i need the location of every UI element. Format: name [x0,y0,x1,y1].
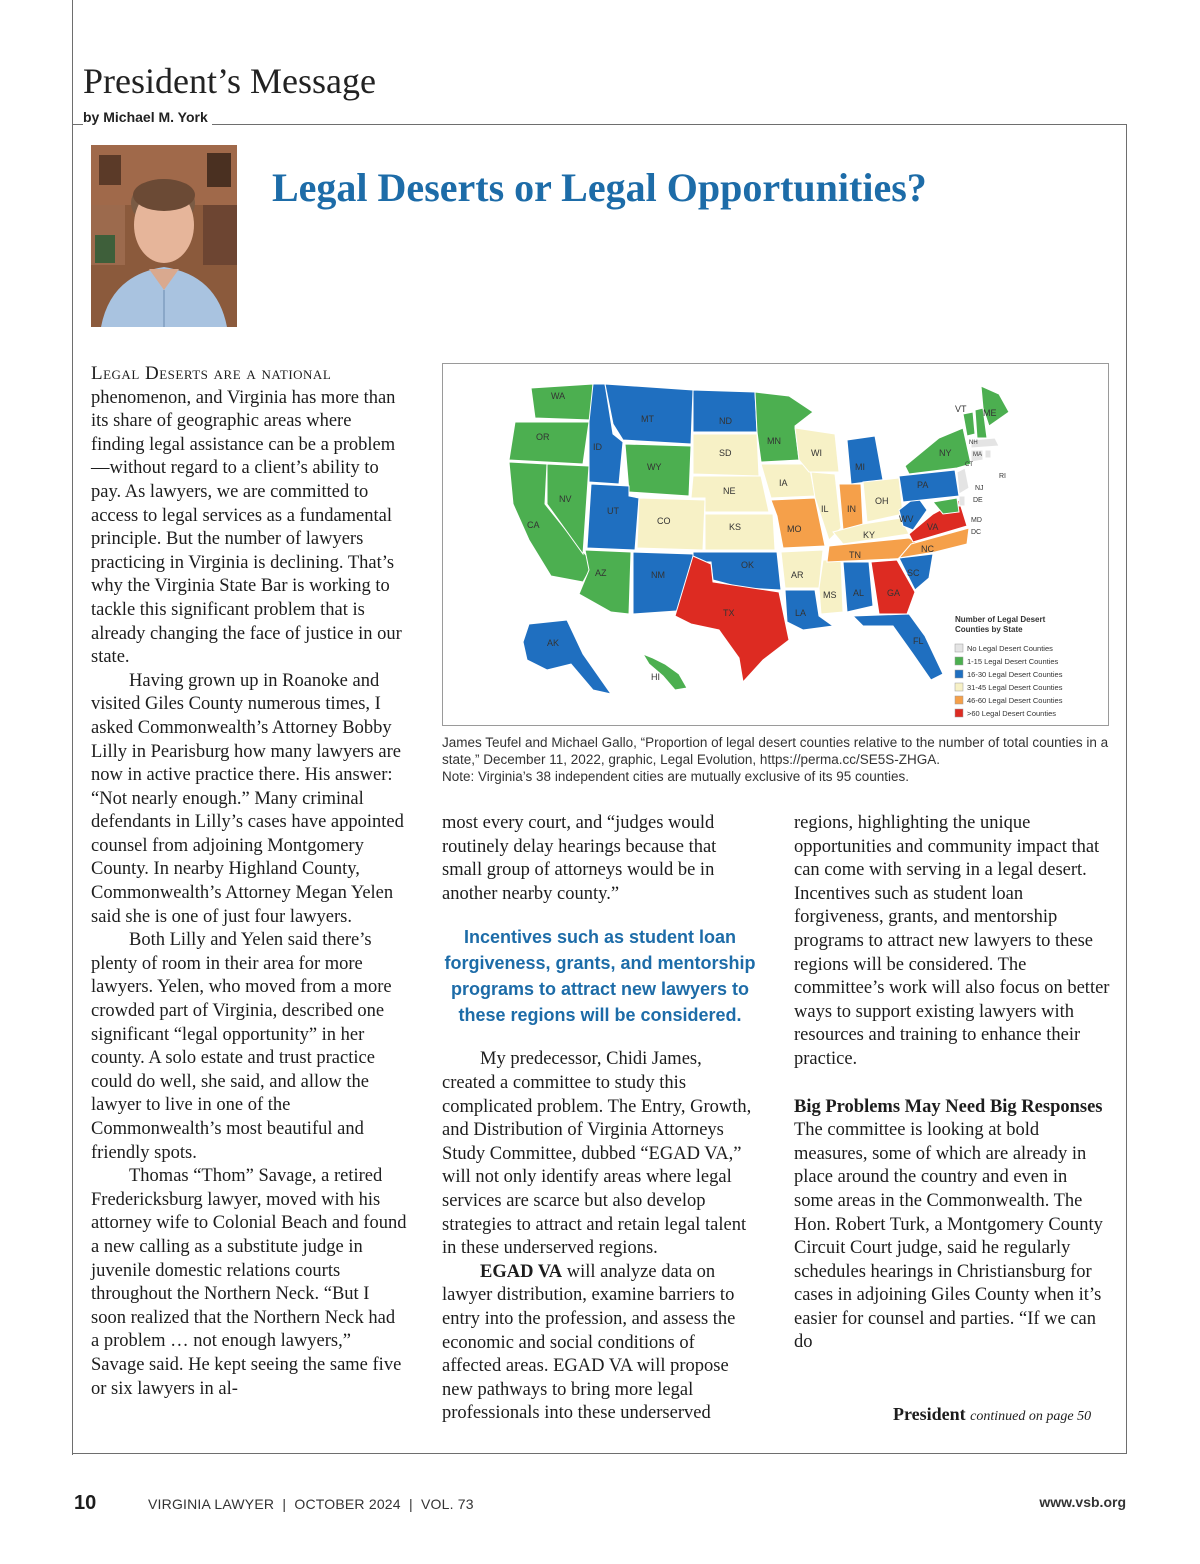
label-NY: NY [939,448,952,458]
state-MS [819,560,843,614]
caption-note: Note: Virginia’s 38 independent cities are mutually exclusive of its 95 counties. [442,769,910,784]
state-MO [771,498,825,548]
paragraph-5: My predecessor, Chidi James, created a committee to study this complicated problem. The Entry, Growth, and Distribution of Virginia Attorneys Study Committee, dubbed “EGAD VA,” will not only identify areas where legal services are scarce but also develop strategies to attract and retain legal talent in these underserved regions. [442,1049,752,1259]
legend-label: >60 Legal Desert Counties [967,709,1057,718]
paragraph-3: Both Lilly and Yelen said there’s plenty of room in their area for more lawyers. Yelen, who moved from a more crowded part of Virginia, described one significant “legal opportunity” in her county. A solo estate and trust practice could do well, she said, and allow the lawyer to live in one of the Commonwealth’s most beautiful and friendly spots. [91,930,392,1163]
label-TN: TN [849,550,861,560]
continued-note [893,1404,1091,1425]
state-VT [963,412,975,436]
paragraph-1-text: phenomenon, and Virginia has more than its share of geographic areas where finding legal assistance can be a problem—without regard to a client’s ability to pay. As lawyers, we are committed to access to legal services as a fundamental principle. But the number of lawyers practicing in Virginia is declining. That’s why the Virginia State Bar is working to tackle this significant problem that is already changing the face of justice in our state. [91,387,402,668]
label-SC: SC [907,568,920,578]
label-NH: NH [969,440,978,446]
legend-label: 16-30 Legal Desert Counties [967,670,1063,679]
label-WV: WV [899,514,914,524]
legend-swatch [955,644,963,652]
label-CT: CT [965,462,973,468]
state-AZ [579,550,631,614]
legend-title-2: Counties by State [955,625,1023,634]
state-OR [509,422,589,464]
continued-italic: continued on page 50 [970,1409,1092,1424]
state-CO [637,498,705,550]
paragraph-6-text: will analyze data on lawyer distribution, examine barriers to entry into the profession, and assess the economic and social conditions of affected areas. EGAD VA will propose new pathways to bring more legal professionals into these underserved [442,1261,736,1424]
label-KY: KY [863,530,876,540]
author-photo [91,145,237,327]
label-AL: AL [853,588,865,598]
label-ID: ID [593,442,602,452]
column-3 [794,812,1110,1355]
legend-title-1: Number of Legal Desert [955,615,1046,624]
figure-caption [442,734,1112,785]
label-WI: WI [811,448,822,458]
state-MI [847,436,883,484]
column-2 [442,812,758,1426]
subhead: Big Problems May Need Big Responses [794,1096,1103,1117]
label-OK: OK [741,560,755,570]
magazine-info: VIRGINIA LAWYER | OCTOBER 2024 | VOL. 73 [148,1496,474,1512]
map-legend [955,644,1063,718]
label-AR: AR [791,570,804,580]
continued-bold: President [893,1404,966,1424]
column-1 [91,362,407,1401]
caption-citation: James Teufel and Michael Gallo, “Proportion of legal desert counties relative to the number of total counties in a state,” December 11, 2022, graphic, Legal Evolution, https://perma.cc/SE5S-ZHGA. [442,735,1109,767]
legend-swatch [955,670,963,678]
paragraph-4: Thomas “Thom” Savage, a retired Fredericksburg lawyer, moved with his attorney wife to Colonial Beach and found a new calling as a substitute judge in juvenile domestic relations courts throughout the Northern Neck. “But I soon realized that the Northern Neck had a problem … not enough lawyers,” Savage said. He kept seeing the same five or six lawyers in al- [91,1166,407,1399]
label-DC: DC [971,529,982,536]
legend-swatch [955,709,963,717]
label-MS: MS [823,590,837,600]
label-MI: MI [855,462,865,472]
paragraph-8: The committee is looking at bold measures, some of which are already in place around the country and even in some areas in the Commonwealth. The Hon. Robert Turk, a Montgomery County Circuit Court judge, said he regularly schedules hearings in Christiansburg for cases in adjoining Giles County when it’s easier for counsel and parties. “If we can do [794,1120,1103,1353]
label-IL: IL [821,504,829,514]
state-KS [705,514,775,550]
state-HI [643,654,687,690]
paragraph-1 [91,362,407,670]
legend-label: 1-15 Legal Desert Counties [967,657,1059,666]
legal-desert-map [442,363,1109,726]
label-RI: RI [999,473,1006,480]
label-TX: TX [723,608,735,618]
label-OH: OH [875,496,889,506]
state-WA [531,384,593,420]
label-NV: NV [559,494,572,504]
paragraph-6 [442,1261,758,1426]
label-NC: NC [921,544,934,554]
legend-swatch [955,696,963,704]
state-ME [981,386,1009,426]
label-AZ: AZ [595,568,607,578]
article-headline: Legal Deserts or Legal Opportunities? [272,165,927,210]
label-ND: ND [719,416,732,426]
pull-quote: Incentives such as student loan forgiveness, grants, and mentorship programs to attract new lawyers to these regions will be considered. [444,927,756,1026]
state-AR [781,550,823,588]
state-FL [853,614,943,680]
label-AK: AK [547,638,560,648]
byline: by Michael M. York [83,109,212,125]
egad-bold: EGAD VA [480,1261,563,1282]
legend-label: 46-60 Legal Desert Counties [967,696,1063,705]
label-NE: NE [723,486,736,496]
legend-swatch [955,657,963,665]
section-title: President’s Message [83,61,376,101]
state-PA [899,470,959,502]
label-MN: MN [767,436,781,446]
state-NJ [957,468,969,494]
legend-label: 31-45 Legal Desert Counties [967,683,1063,692]
state-RI [985,450,991,458]
label-MA: MA [973,452,982,458]
label-DE: DE [973,497,983,504]
label-WA: WA [551,391,566,401]
label-ME: ME [983,408,997,418]
label-PA: PA [917,480,929,490]
label-UT: UT [607,506,619,516]
paragraph-7: regions, highlighting the unique opportunities and community impact that can come with serving in a legal desert. Incentives such as student loan forgiveness, grants, and mentorship programs to attract new lawyers to these regions will be considered. The committee’s work will also focus on better ways to support existing lawyers with resources and training to enhance their practice. [794,813,1110,1069]
label-FL: FL [913,636,924,646]
label-OR: OR [536,432,550,442]
label-NJ: NJ [975,485,984,492]
label-IA: IA [779,478,788,488]
label-MT: MT [641,414,654,424]
label-IN: IN [847,504,856,514]
label-SD: SD [719,448,732,458]
state-UT [587,484,639,550]
label-LA: LA [795,608,807,618]
label-NM: NM [651,570,665,580]
label-MD: MD [971,517,982,524]
label-GA: GA [887,588,901,598]
paragraph-2: Having grown up in Roanoke and visited Giles County numerous times, I asked Commonwealth’s Attorney Bobby Lilly in Pearisburg how many lawyers are now in active practice there. His answer: “Not nearly enough.” Many criminal defendants in Lilly’s cases have appointed counsel from adjoining Montgomery County. In nearby Highland County, Commonwealth’s Attorney Megan Yelen said she is one of just four lawyers. [91,670,404,927]
byline-rule [230,124,1127,125]
paragraph-4-continued: most every court, and “judges would routinely delay hearings because that small group of attorneys would be in another nearby county.” [442,813,717,904]
state-DE [959,496,965,506]
label-MO: MO [787,524,802,534]
label-KS: KS [729,522,742,532]
legend-label: No Legal Desert Counties [967,644,1053,653]
legend-swatch [955,683,963,691]
label-CA: CA [527,520,540,530]
state-AK [523,620,611,694]
label-HI: HI [651,672,660,682]
label-VT: VT [955,404,967,414]
state-NY [905,428,971,474]
page-number: 10 [74,1492,97,1514]
website-link[interactable]: www.vsb.org [1039,1494,1126,1510]
state-AL [843,562,873,612]
label-WY: WY [647,462,662,472]
lead-in: Legal Deserts are a national [91,363,332,384]
label-CO: CO [657,516,671,526]
label-VA: VA [927,522,939,532]
